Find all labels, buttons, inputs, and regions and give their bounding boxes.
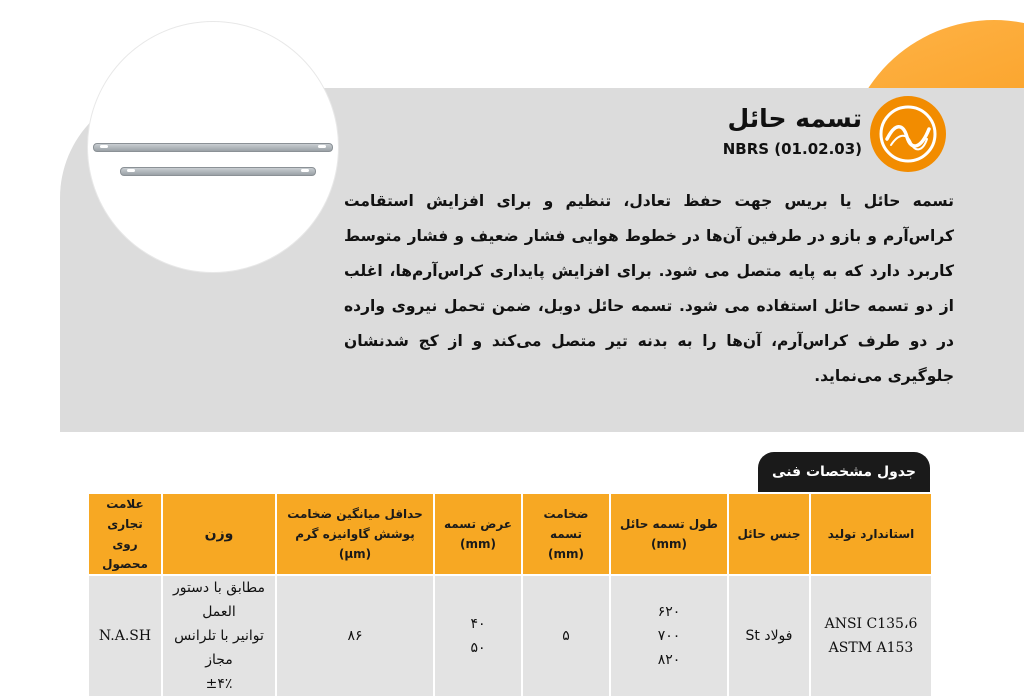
col-thickness: ضخامت تسمه (mm) <box>522 493 610 575</box>
product-code: NBRS (01.02.03) <box>722 140 862 158</box>
spec-table-tab: جدول مشخصات فنی <box>758 452 930 492</box>
col-coating: حداقل میانگین ضخامت پوشش گاوانیزه گرم (µm) <box>276 493 434 575</box>
spec-table <box>87 492 933 698</box>
long-strap-bar <box>93 143 333 152</box>
short-strap-bar <box>120 167 316 176</box>
col-width: عرض تسمه (mm) <box>434 493 522 575</box>
col-material: جنس حائل <box>728 493 810 575</box>
cell-width: ۴۰ ۵۰ <box>434 575 522 697</box>
cell-material: فولاد St <box>728 575 810 697</box>
col-length: طول تسمه حائل (mm) <box>610 493 728 575</box>
col-standard: استاندارد تولید <box>810 493 932 575</box>
brand-logo-icon <box>870 96 946 172</box>
table-row <box>88 575 932 697</box>
col-mark: علامت تجاری روی محصول <box>88 493 162 575</box>
cell-coating: ۸۶ <box>276 575 434 697</box>
cell-weight: مطابق با دستور العمل توانیر با تلرانس مجاز ±۴٪ <box>162 575 276 697</box>
cell-standard: ANSI C135،6 ASTM A153 <box>810 575 932 697</box>
table-header-row <box>88 493 932 575</box>
page-title: تسمه حائل <box>727 104 862 133</box>
cell-thickness: ۵ <box>522 575 610 697</box>
col-weight: وزن <box>162 493 276 575</box>
product-image <box>88 22 338 272</box>
product-description: تسمه حائل یا بریس جهت حفظ تعادل، تنظیم و برای افزایش استقامت کراس‌آرم و بازو در طرفین آن‌ها در خطوط هوایی فشار ضعیف و فشار متوسط کاربرد دارد که به پایه متصل می شود. برای افزایش پایداری کراس‌آرم‌ها، اغلب از دو تسمه حائل استفاده می شود. تسمه حائل دوبل، ضمن تحمل نیروی وارده در دو طرف کراس‌آرم، آن‌ها را به بدنه تیر متصل می‌کند و از کج شدنشان جلوگیری می‌نماید. <box>344 192 954 385</box>
cell-mark: N.A.SH <box>88 575 162 697</box>
cell-length: ۶۲۰ ۷۰۰ ۸۲۰ <box>610 575 728 697</box>
